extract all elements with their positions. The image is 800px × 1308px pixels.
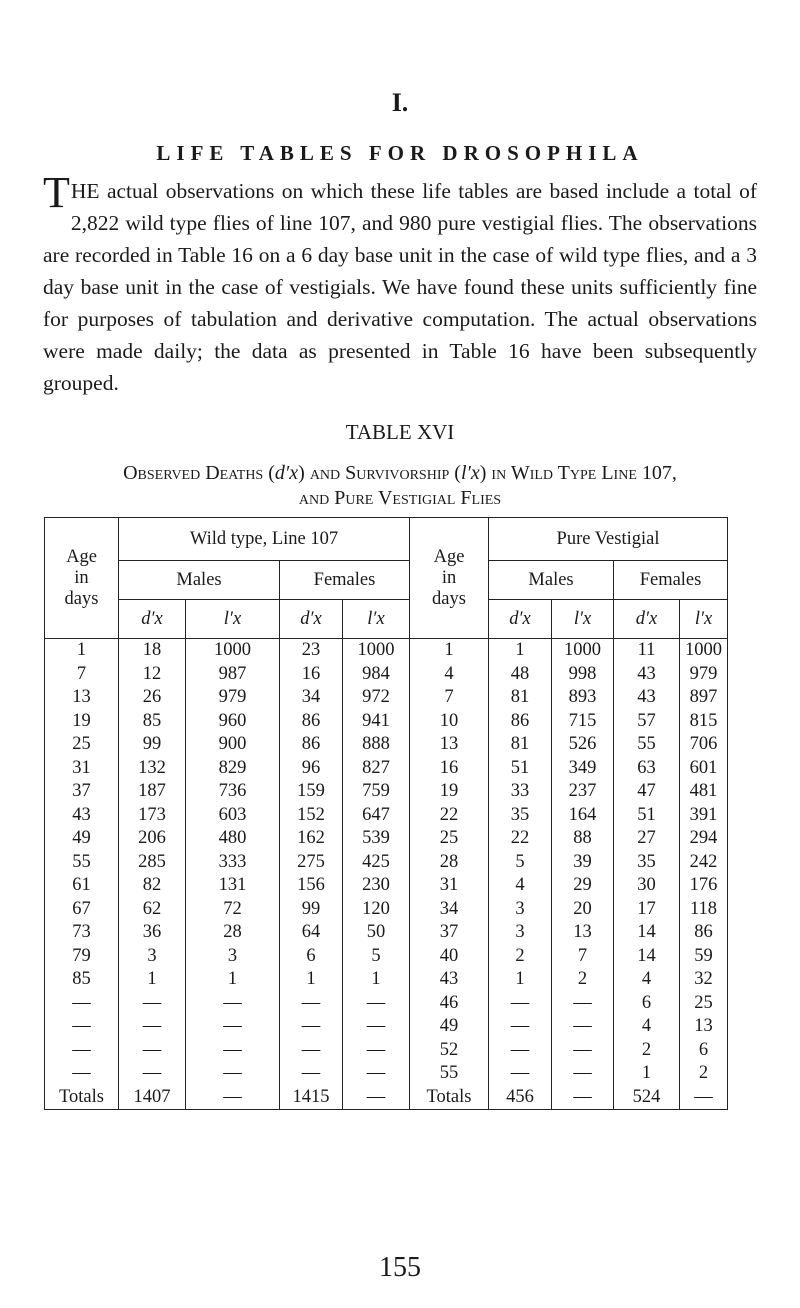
table-cell: 941	[343, 710, 410, 734]
table-cell: 187	[119, 780, 186, 804]
vestigial-group-header: Pure Vestigial	[489, 518, 728, 561]
table-cell: 22	[410, 804, 489, 828]
table-cell: 13	[410, 733, 489, 757]
table-cell: 16	[410, 757, 489, 781]
table-cell: 1	[614, 1062, 680, 1086]
table-row	[45, 639, 728, 663]
table-cell: 1	[489, 968, 552, 992]
table-cell: 7	[552, 945, 614, 969]
caption-part-1: Observed Deaths (	[123, 462, 275, 484]
table-cell: —	[186, 1039, 280, 1063]
vestigial-females-header: Females	[614, 561, 728, 600]
table-cell: 14	[614, 921, 680, 945]
table-cell: 706	[680, 733, 728, 757]
table-cell: 979	[186, 686, 280, 710]
table-cell: 456	[489, 1086, 552, 1110]
table-cell: 10	[410, 710, 489, 734]
table-cell: 972	[343, 686, 410, 710]
table-cell: 63	[614, 757, 680, 781]
table-cell: 49	[410, 1015, 489, 1039]
vestigial-males-lx-header: l′x	[552, 600, 614, 639]
wild-males-dx-header: d′x	[119, 600, 186, 639]
table-cell: 333	[186, 851, 280, 875]
table-cell: 13	[45, 686, 119, 710]
table-cell: 12	[119, 663, 186, 687]
table-cell: 81	[489, 686, 552, 710]
table-cell: 736	[186, 780, 280, 804]
table-cell: 526	[552, 733, 614, 757]
age-header-vestigial: Age in days	[410, 518, 489, 639]
table-cell: 19	[45, 710, 119, 734]
table-cell: —	[680, 1086, 728, 1110]
wild-males-header: Males	[119, 561, 280, 600]
table-cell: 5	[343, 945, 410, 969]
table-cell: 72	[186, 898, 280, 922]
table-cell: 2	[552, 968, 614, 992]
table-cell: 159	[280, 780, 343, 804]
table-cell: —	[280, 1015, 343, 1039]
table-cell: 1	[410, 639, 489, 663]
table-row	[45, 1015, 728, 1039]
table-cell: 37	[45, 780, 119, 804]
table-cell: —	[119, 992, 186, 1016]
table-cell: 2	[614, 1039, 680, 1063]
table-row	[45, 663, 728, 687]
table-row	[45, 804, 728, 828]
table-cell: 36	[119, 921, 186, 945]
table-cell: 815	[680, 710, 728, 734]
table-cell: 3	[489, 898, 552, 922]
table-cell: 647	[343, 804, 410, 828]
table-cell: 31	[45, 757, 119, 781]
table-cell: 230	[343, 874, 410, 898]
table-cell: —	[119, 1015, 186, 1039]
table-cell: 37	[410, 921, 489, 945]
table-cell: 7	[410, 686, 489, 710]
table-cell: 4	[614, 968, 680, 992]
table-cell: 715	[552, 710, 614, 734]
table-cell: 86	[280, 710, 343, 734]
table-cell: —	[280, 992, 343, 1016]
page-number: 155	[379, 1252, 421, 1283]
table-cell: 1	[280, 968, 343, 992]
caption-dx-symbol: d′x	[274, 462, 299, 484]
wild-males-lx-header: l′x	[186, 600, 280, 639]
table-cell: 40	[410, 945, 489, 969]
vestigial-females-lx-header: l′x	[680, 600, 728, 639]
table-row	[45, 780, 728, 804]
table-cell: 28	[410, 851, 489, 875]
table-cell: 49	[45, 827, 119, 851]
table-cell: 48	[489, 663, 552, 687]
table-row	[45, 945, 728, 969]
table-row	[45, 992, 728, 1016]
table-cell: —	[45, 1039, 119, 1063]
table-cell: 11	[614, 639, 680, 663]
table-cell: 82	[119, 874, 186, 898]
table-cell: 43	[410, 968, 489, 992]
table-cell: 28	[186, 921, 280, 945]
table-cell: 1	[343, 968, 410, 992]
table-cell: 2	[489, 945, 552, 969]
table-row	[45, 827, 728, 851]
table-cell: 1	[45, 639, 119, 663]
table-cell: 99	[119, 733, 186, 757]
table-cell: 46	[410, 992, 489, 1016]
table-cell: —	[186, 1086, 280, 1110]
table-cell: Totals	[45, 1086, 119, 1110]
table-cell: 6	[680, 1039, 728, 1063]
age-header-wild: Age in days	[45, 518, 119, 639]
table-cell: 539	[343, 827, 410, 851]
table-cell: —	[280, 1062, 343, 1086]
table-cell: 51	[614, 804, 680, 828]
table-cell: 13	[680, 1015, 728, 1039]
caption-line-2: and Pure Vestigial Flies	[298, 487, 502, 509]
table-cell: 156	[280, 874, 343, 898]
table-cell: 425	[343, 851, 410, 875]
table-cell: 829	[186, 757, 280, 781]
table-cell: 759	[343, 780, 410, 804]
table-cell: 61	[45, 874, 119, 898]
table-cell: 34	[410, 898, 489, 922]
table-cell: 43	[45, 804, 119, 828]
table-caption	[30, 461, 770, 511]
table-cell: 3	[186, 945, 280, 969]
table-cell: —	[119, 1062, 186, 1086]
drop-cap: T	[43, 168, 70, 217]
table-cell: 20	[552, 898, 614, 922]
wild-females-dx-header: d′x	[280, 600, 343, 639]
table-cell: 85	[45, 968, 119, 992]
table-cell: 39	[552, 851, 614, 875]
table-cell: 206	[119, 827, 186, 851]
table-cell: 131	[186, 874, 280, 898]
table-cell: —	[489, 992, 552, 1016]
table-cell: 88	[552, 827, 614, 851]
table-cell: 81	[489, 733, 552, 757]
table-cell: 827	[343, 757, 410, 781]
table-cell: —	[552, 992, 614, 1016]
table-cell: 25	[410, 827, 489, 851]
intro-text: HE actual observations on which these life tables are based include a total of 2,822 wild type flies of line 107, and 980 pure vestigial flies. The observations are recorded in Table 16 on a 6 day base unit in the case of wild type flies, and a 3 day base unit in the case of vestigials. We have found these units sufficiently fine for purposes of tabulation and derivative computation. The actual observations were made daily; the data as presented in Table 16 have been subsequently grouped.	[43, 179, 757, 395]
table-cell: 1000	[343, 639, 410, 663]
table-cell: 4	[489, 874, 552, 898]
table-cell: 601	[680, 757, 728, 781]
table-cell: 4	[410, 663, 489, 687]
table-cell: 57	[614, 710, 680, 734]
table-cell: 897	[680, 686, 728, 710]
table-cell: —	[489, 1062, 552, 1086]
table-row	[45, 851, 728, 875]
table-row	[45, 733, 728, 757]
table-cell: 237	[552, 780, 614, 804]
vestigial-males-dx-header: d′x	[489, 600, 552, 639]
table-cell: 62	[119, 898, 186, 922]
intro-paragraph	[43, 168, 757, 399]
table-cell: —	[186, 1062, 280, 1086]
table-cell: 96	[280, 757, 343, 781]
table-cell: —	[552, 1086, 614, 1110]
table-cell: 5	[489, 851, 552, 875]
table-cell: 1	[489, 639, 552, 663]
table-cell: 52	[410, 1039, 489, 1063]
table-cell: Totals	[410, 1086, 489, 1110]
table-cell: 55	[45, 851, 119, 875]
table-cell: 1000	[552, 639, 614, 663]
table-cell: 29	[552, 874, 614, 898]
table-cell: 22	[489, 827, 552, 851]
table-cell: 16	[280, 663, 343, 687]
table-cell: 275	[280, 851, 343, 875]
table-cell: 86	[280, 733, 343, 757]
table-cell: 43	[614, 663, 680, 687]
section-number: I.	[391, 88, 409, 117]
table-cell: 984	[343, 663, 410, 687]
table-row	[45, 710, 728, 734]
table-cell: 2	[680, 1062, 728, 1086]
caption-part-2: ) and Survivorship (	[298, 462, 461, 484]
table-row	[45, 898, 728, 922]
table-cell: 3	[119, 945, 186, 969]
table-cell: 79	[45, 945, 119, 969]
table-cell: —	[186, 1015, 280, 1039]
table-cell: 481	[680, 780, 728, 804]
table-cell: 960	[186, 710, 280, 734]
totals-row	[45, 1086, 728, 1110]
life-table	[44, 517, 728, 1110]
table-cell: 1	[119, 968, 186, 992]
table-cell: 23	[280, 639, 343, 663]
table-cell: 86	[680, 921, 728, 945]
table-cell: 86	[489, 710, 552, 734]
table-cell: —	[45, 992, 119, 1016]
table-body	[45, 639, 728, 1110]
table-cell: 30	[614, 874, 680, 898]
table-cell: 43	[614, 686, 680, 710]
table-cell: 893	[552, 686, 614, 710]
table-cell: 1000	[186, 639, 280, 663]
table-cell: 34	[280, 686, 343, 710]
table-cell: 55	[410, 1062, 489, 1086]
table-cell: 162	[280, 827, 343, 851]
table-cell: 3	[489, 921, 552, 945]
table-cell: —	[343, 1015, 410, 1039]
table-cell: 64	[280, 921, 343, 945]
table-cell: —	[119, 1039, 186, 1063]
wild-females-header: Females	[280, 561, 410, 600]
table-cell: 979	[680, 663, 728, 687]
table-cell: 242	[680, 851, 728, 875]
table-cell: 59	[680, 945, 728, 969]
table-row	[45, 686, 728, 710]
chapter-title: LIFE TABLES FOR DROSOPHILA	[156, 141, 644, 165]
table-cell: 13	[552, 921, 614, 945]
table-title: TABLE XVI	[345, 420, 455, 444]
table-cell: —	[552, 1039, 614, 1063]
table-cell: 31	[410, 874, 489, 898]
table-cell: 349	[552, 757, 614, 781]
table-cell: 47	[614, 780, 680, 804]
table-cell: 14	[614, 945, 680, 969]
table-cell: 19	[410, 780, 489, 804]
table-cell: 85	[119, 710, 186, 734]
table-cell: 888	[343, 733, 410, 757]
table-cell: —	[489, 1015, 552, 1039]
table-cell: 603	[186, 804, 280, 828]
table-cell: —	[343, 1086, 410, 1110]
table-cell: 176	[680, 874, 728, 898]
table-cell: 998	[552, 663, 614, 687]
table-row	[45, 1039, 728, 1063]
table-cell: 524	[614, 1086, 680, 1110]
caption-part-3: ) in Wild Type Line 107,	[479, 462, 677, 484]
table-cell: 900	[186, 733, 280, 757]
table-cell: 33	[489, 780, 552, 804]
table-cell: 25	[680, 992, 728, 1016]
table-cell: 120	[343, 898, 410, 922]
table-cell: 1407	[119, 1086, 186, 1110]
table-cell: 132	[119, 757, 186, 781]
caption-lx-symbol: l′x	[460, 462, 480, 484]
table-cell: 6	[280, 945, 343, 969]
table-cell: 1000	[680, 639, 728, 663]
table-cell: —	[552, 1062, 614, 1086]
table-cell: 73	[45, 921, 119, 945]
table-cell: 50	[343, 921, 410, 945]
table-cell: 35	[614, 851, 680, 875]
table-cell: 391	[680, 804, 728, 828]
table-cell: —	[45, 1015, 119, 1039]
table-cell: 164	[552, 804, 614, 828]
table-cell: 118	[680, 898, 728, 922]
table-row	[45, 757, 728, 781]
vestigial-females-dx-header: d′x	[614, 600, 680, 639]
wild-type-group-header: Wild type, Line 107	[119, 518, 410, 561]
table-cell: 27	[614, 827, 680, 851]
table-cell: —	[343, 1062, 410, 1086]
table-cell: 173	[119, 804, 186, 828]
table-cell: —	[343, 1039, 410, 1063]
table-row	[45, 874, 728, 898]
table-cell: 18	[119, 639, 186, 663]
table-cell: —	[489, 1039, 552, 1063]
table-cell: 67	[45, 898, 119, 922]
table-cell: 285	[119, 851, 186, 875]
wild-females-lx-header: l′x	[343, 600, 410, 639]
table-row	[45, 1062, 728, 1086]
table-cell: 987	[186, 663, 280, 687]
table-cell: 35	[489, 804, 552, 828]
table-cell: 1415	[280, 1086, 343, 1110]
table-row	[45, 921, 728, 945]
table-row	[45, 968, 728, 992]
table-cell: —	[45, 1062, 119, 1086]
table-cell: 480	[186, 827, 280, 851]
table-cell: 1	[186, 968, 280, 992]
table-cell: 17	[614, 898, 680, 922]
table-cell: 32	[680, 968, 728, 992]
table-cell: 26	[119, 686, 186, 710]
table-cell: 51	[489, 757, 552, 781]
table-cell: 152	[280, 804, 343, 828]
table-cell: —	[552, 1015, 614, 1039]
table-cell: 25	[45, 733, 119, 757]
table-cell: 55	[614, 733, 680, 757]
table-cell: 294	[680, 827, 728, 851]
table-cell: —	[186, 992, 280, 1016]
table-cell: —	[280, 1039, 343, 1063]
table-cell: 4	[614, 1015, 680, 1039]
table-cell: 7	[45, 663, 119, 687]
vestigial-males-header: Males	[489, 561, 614, 600]
table-cell: 99	[280, 898, 343, 922]
table-cell: 6	[614, 992, 680, 1016]
table-cell: —	[343, 992, 410, 1016]
